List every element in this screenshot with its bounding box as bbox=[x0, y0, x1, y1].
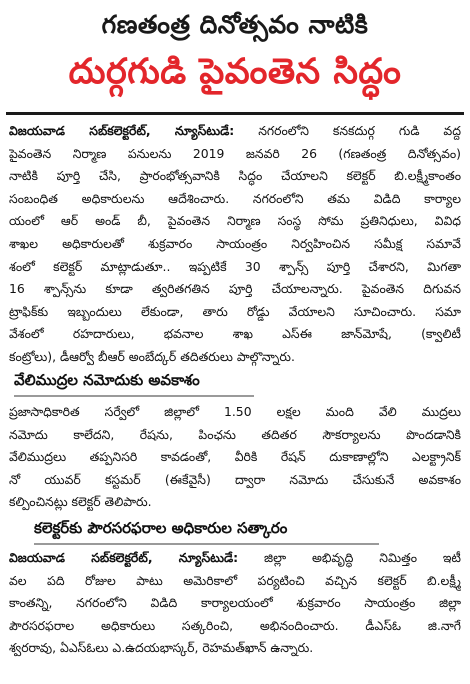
story-3-line: కాంతన్ని, నగరంలోని విడిది కార్యాలయంలో శుక్రవారం సాయంత్రం జిల్లా bbox=[9, 595, 461, 611]
story-2-line: ప్రజాసాధికారిత సర్వేలో జిల్లాలో 1.50 లక్షల మంది వేలి ముద్రలు bbox=[9, 404, 461, 419]
story-1-line: విజయవాడ సబ్‌కలెక్టరేట్, న్యూస్‌టుడే: నగరంలోని కనకదుర్గ గుడి వద్ద bbox=[9, 123, 461, 138]
story-2-line: వేలిముద్రలు తప్పనిసరి కావడంతో, వీరికి రేషన్ దుకాణాల్లోని ఎలక్ట్రానిక్ bbox=[9, 449, 461, 465]
story-3-line: శ్వరరావు, ఏఎస్ఓలు ఎ.ఉదయభాస్కర్, రెహమత్‌ఖాన్ ఉన్నారు. bbox=[9, 640, 314, 656]
story-2-line: నమోదు కాలేదని, రేషను, పింఛను తదితర సౌకర్యాలను పొందడానికి bbox=[9, 426, 461, 442]
story-3-line: పౌరసరఫరాల అధికారులు సత్కరించి, అభినందించారు. డీఎస్ఓ జి.నాగే bbox=[9, 617, 461, 633]
story-1 bbox=[9, 120, 461, 369]
story-1-line: యంలో ఆర్ అండ్ బీ, పైవంతెన నిర్మాణ సంస్థ సోమ ప్రతినిధులు, వివిధ bbox=[9, 213, 461, 229]
story-1-line: శంలో కలెక్టర్ మాట్లాడుతూ.. ఇప్పటికే 30 శ్పాన్స్ పూర్తి చేశారని, మిగతా bbox=[9, 258, 461, 274]
subhead-fingerprints: వేలిముద్రల నమోదుకు అవకాశం bbox=[14, 371, 200, 389]
story-2-line: నో యువర్ కస్టమర్ (ఈకేవైసీ) ద్వారా నమోదు చేసుకునే అవకాశం bbox=[9, 471, 461, 487]
subhead-felicitation: కలెక్టర్‌కు పౌరసరఫరాల అధికారుల సత్కారం bbox=[34, 519, 288, 537]
story-1-line: వేశంలో రహదారులు, భవనాల శాఖ ఎస్‌ఈ జాన్‌మోషే, (క్వాలిటీ bbox=[9, 326, 461, 342]
story-1-line: కంట్రోలు), డీఆర్వో బీఆర్ అంబేద్కర్ తదితరులు పాల్గొన్నారు. bbox=[9, 348, 295, 364]
headline-divider bbox=[6, 112, 464, 115]
dateline: విజయవాడ సబ్‌కలెక్టరేట్, న్యూస్‌టుడే: bbox=[9, 123, 235, 138]
story-1-line: పైవంతెన నిర్మాణ పనులను 2019 జనవరి 26 (గణతంత్ర దినోత్సవం) bbox=[9, 145, 461, 161]
kicker-headline: గణతంత్ర దినోత్సవం నాటికి bbox=[101, 10, 369, 39]
story-1-line: ట్రాఫిక్‌కు ఇబ్బందులు లేకుండా, తారు రోడ్డు వేయాలని సూచించారు. సమా bbox=[9, 303, 461, 319]
story-2 bbox=[9, 401, 461, 514]
story-1-line: 16 శ్పాన్స్‌ను కూడా త్వరితగతిన పూర్తి చేయాలన్నారు. పైవంతెన దిగువన bbox=[9, 281, 461, 297]
story-2-line: కల్పించినట్లు కలెక్టర్ తెలిపారు. bbox=[9, 494, 152, 510]
story-1-line: సంబంధిత అధికారులను ఆదేశించారు. నగరంలోని తమ విడిది కార్యాల bbox=[9, 190, 461, 206]
story-1-line: శాఖల అధికారులతో శుక్రవారం సాయంత్రం నిర్వహించిన సమీక్ష సమావే bbox=[9, 235, 461, 251]
subhead-underline bbox=[34, 543, 379, 545]
subhead-underline bbox=[14, 395, 254, 397]
story-3-line: విజయవాడ సబ్‌కలెక్టరేట్, న్యూస్‌టుడే: జిల్లా అభివృద్ధి నిమిత్తం ఇటీ bbox=[9, 550, 461, 565]
story-1-line: నాటికి పూర్తి చేసి, ప్రారంభోత్సవానికి సిద్ధం చేయాలని కలెక్టర్ బి.లక్ష్మీకాంతం bbox=[9, 168, 461, 184]
story-3-line: వల పది రోజుల పాటు అమెరికాలో పర్యటించి వచ్చిన కలెక్టర్ బి.లక్ష్మీ bbox=[9, 572, 461, 588]
story-3 bbox=[9, 547, 461, 660]
main-headline: దుర్గగుడి పైవంతెన సిద్ధం bbox=[68, 52, 402, 92]
dateline: విజయవాడ సబ్‌కలెక్టరేట్, న్యూస్‌టుడే: bbox=[9, 550, 239, 565]
